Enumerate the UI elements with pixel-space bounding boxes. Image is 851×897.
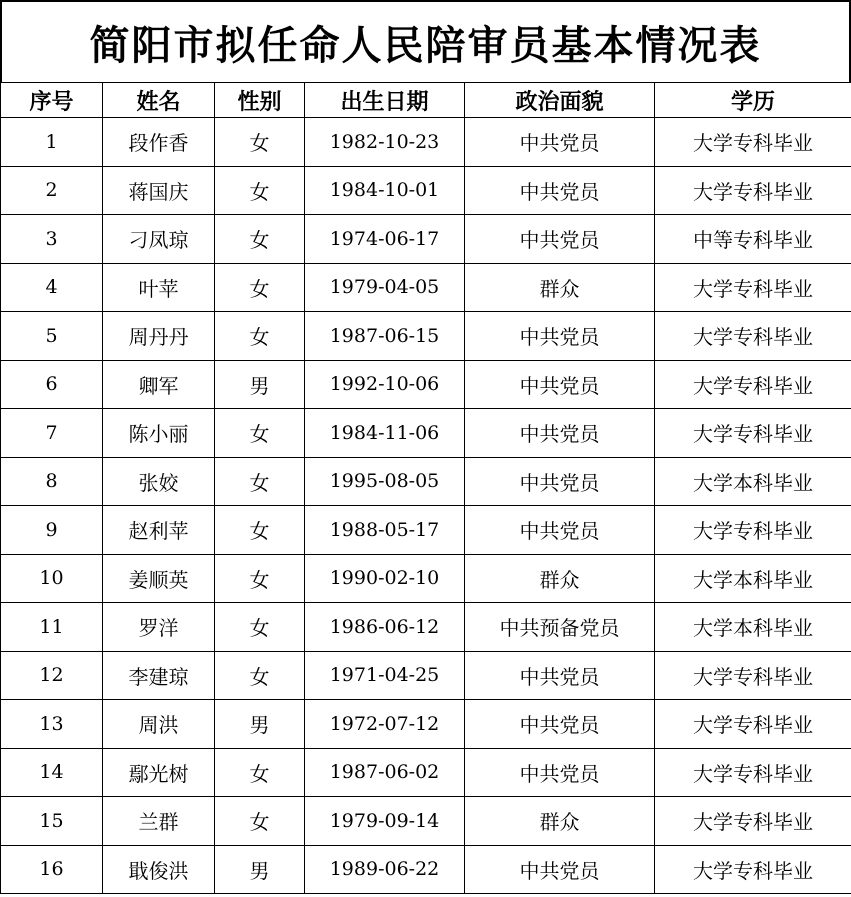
cell-political-status: 群众 xyxy=(465,263,655,312)
cell-birthdate: 1984-11-06 xyxy=(305,409,465,458)
table-title: 简阳市拟任命人民陪审员基本情况表 xyxy=(0,0,851,82)
cell-political-status: 中共党员 xyxy=(465,457,655,506)
table-row xyxy=(1,700,851,749)
cell-education: 大学专科毕业 xyxy=(655,409,851,458)
header-political-status: 政治面貌 xyxy=(465,83,655,118)
cell-education: 中等专科毕业 xyxy=(655,215,851,264)
cell-gender: 女 xyxy=(215,603,305,652)
header-education: 学历 xyxy=(655,83,851,118)
cell-political-status: 中共党员 xyxy=(465,312,655,361)
cell-index: 12 xyxy=(1,651,103,700)
cell-political-status: 群众 xyxy=(465,554,655,603)
cell-birthdate: 1972-07-12 xyxy=(305,700,465,749)
cell-birthdate: 1990-02-10 xyxy=(305,554,465,603)
cell-name: 蒋国庆 xyxy=(103,166,215,215)
cell-index: 1 xyxy=(1,118,103,167)
cell-political-status: 中共党员 xyxy=(465,360,655,409)
cell-birthdate: 1988-05-17 xyxy=(305,506,465,555)
cell-gender: 女 xyxy=(215,312,305,361)
cell-political-status: 中共党员 xyxy=(465,845,655,894)
cell-birthdate: 1979-04-05 xyxy=(305,263,465,312)
cell-gender: 女 xyxy=(215,797,305,846)
cell-education: 大学专科毕业 xyxy=(655,166,851,215)
cell-birthdate: 1987-06-15 xyxy=(305,312,465,361)
cell-name: 罗洋 xyxy=(103,603,215,652)
cell-gender: 女 xyxy=(215,166,305,215)
cell-index: 16 xyxy=(1,845,103,894)
table-row xyxy=(1,603,851,652)
cell-education: 大学专科毕业 xyxy=(655,797,851,846)
table-row xyxy=(1,360,851,409)
cell-index: 6 xyxy=(1,360,103,409)
cell-political-status: 中共党员 xyxy=(465,215,655,264)
cell-index: 14 xyxy=(1,748,103,797)
cell-gender: 男 xyxy=(215,360,305,409)
cell-political-status: 中共党员 xyxy=(465,409,655,458)
table-row xyxy=(1,118,851,167)
cell-education: 大学本科毕业 xyxy=(655,457,851,506)
cell-name: 陈小丽 xyxy=(103,409,215,458)
cell-index: 13 xyxy=(1,700,103,749)
cell-gender: 女 xyxy=(215,651,305,700)
cell-political-status: 中共党员 xyxy=(465,166,655,215)
cell-index: 11 xyxy=(1,603,103,652)
cell-birthdate: 1987-06-02 xyxy=(305,748,465,797)
cell-gender: 女 xyxy=(215,215,305,264)
cell-education: 大学专科毕业 xyxy=(655,700,851,749)
cell-gender: 女 xyxy=(215,457,305,506)
cell-education: 大学专科毕业 xyxy=(655,748,851,797)
cell-gender: 女 xyxy=(215,263,305,312)
cell-gender: 女 xyxy=(215,118,305,167)
table-row xyxy=(1,166,851,215)
cell-index: 8 xyxy=(1,457,103,506)
cell-name: 卿军 xyxy=(103,360,215,409)
cell-gender: 女 xyxy=(215,748,305,797)
table-row xyxy=(1,797,851,846)
cell-birthdate: 1989-06-22 xyxy=(305,845,465,894)
cell-political-status: 群众 xyxy=(465,797,655,846)
cell-education: 大学专科毕业 xyxy=(655,118,851,167)
header-row xyxy=(1,83,851,118)
cell-index: 15 xyxy=(1,797,103,846)
cell-education: 大学专科毕业 xyxy=(655,845,851,894)
cell-gender: 女 xyxy=(215,554,305,603)
cell-index: 10 xyxy=(1,554,103,603)
cell-political-status: 中共党员 xyxy=(465,118,655,167)
table-row xyxy=(1,312,851,361)
cell-birthdate: 1984-10-01 xyxy=(305,166,465,215)
cell-name: 兰群 xyxy=(103,797,215,846)
cell-education: 大学专科毕业 xyxy=(655,312,851,361)
table-row xyxy=(1,651,851,700)
cell-gender: 男 xyxy=(215,700,305,749)
table-row xyxy=(1,215,851,264)
table-row xyxy=(1,457,851,506)
cell-education: 大学专科毕业 xyxy=(655,651,851,700)
cell-birthdate: 1979-09-14 xyxy=(305,797,465,846)
cell-political-status: 中共党员 xyxy=(465,748,655,797)
cell-index: 3 xyxy=(1,215,103,264)
cell-index: 5 xyxy=(1,312,103,361)
cell-education: 大学专科毕业 xyxy=(655,506,851,555)
cell-gender: 女 xyxy=(215,506,305,555)
cell-education: 大学专科毕业 xyxy=(655,263,851,312)
table-row xyxy=(1,748,851,797)
cell-index: 9 xyxy=(1,506,103,555)
cell-name: 周洪 xyxy=(103,700,215,749)
cell-political-status: 中共党员 xyxy=(465,651,655,700)
table-row xyxy=(1,263,851,312)
cell-name: 张姣 xyxy=(103,457,215,506)
cell-name: 叶苹 xyxy=(103,263,215,312)
cell-gender: 男 xyxy=(215,845,305,894)
cell-name: 赵利苹 xyxy=(103,506,215,555)
cell-political-status: 中共预备党员 xyxy=(465,603,655,652)
cell-index: 2 xyxy=(1,166,103,215)
table-row xyxy=(1,409,851,458)
header-birthdate: 出生日期 xyxy=(305,83,465,118)
cell-education: 大学专科毕业 xyxy=(655,360,851,409)
cell-name: 刁凤琼 xyxy=(103,215,215,264)
cell-education: 大学本科毕业 xyxy=(655,554,851,603)
header-gender: 性别 xyxy=(215,83,305,118)
cell-birthdate: 1992-10-06 xyxy=(305,360,465,409)
cell-name: 周丹丹 xyxy=(103,312,215,361)
cell-birthdate: 1986-06-12 xyxy=(305,603,465,652)
table-row xyxy=(1,506,851,555)
header-name: 姓名 xyxy=(103,83,215,118)
cell-name: 段作香 xyxy=(103,118,215,167)
cell-birthdate: 1974-06-17 xyxy=(305,215,465,264)
cell-birthdate: 1995-08-05 xyxy=(305,457,465,506)
cell-political-status: 中共党员 xyxy=(465,700,655,749)
cell-name: 姜顺英 xyxy=(103,554,215,603)
cell-education: 大学本科毕业 xyxy=(655,603,851,652)
cell-index: 7 xyxy=(1,409,103,458)
cell-birthdate: 1982-10-23 xyxy=(305,118,465,167)
table-row xyxy=(1,554,851,603)
cell-birthdate: 1971-04-25 xyxy=(305,651,465,700)
cell-gender: 女 xyxy=(215,409,305,458)
table-body xyxy=(1,118,851,894)
table-row xyxy=(1,845,851,894)
cell-political-status: 中共党员 xyxy=(465,506,655,555)
cell-name: 鄢光树 xyxy=(103,748,215,797)
header-index: 序号 xyxy=(1,83,103,118)
cell-name: 李建琼 xyxy=(103,651,215,700)
juror-table xyxy=(0,82,851,894)
cell-index: 4 xyxy=(1,263,103,312)
cell-name: 戢俊洪 xyxy=(103,845,215,894)
